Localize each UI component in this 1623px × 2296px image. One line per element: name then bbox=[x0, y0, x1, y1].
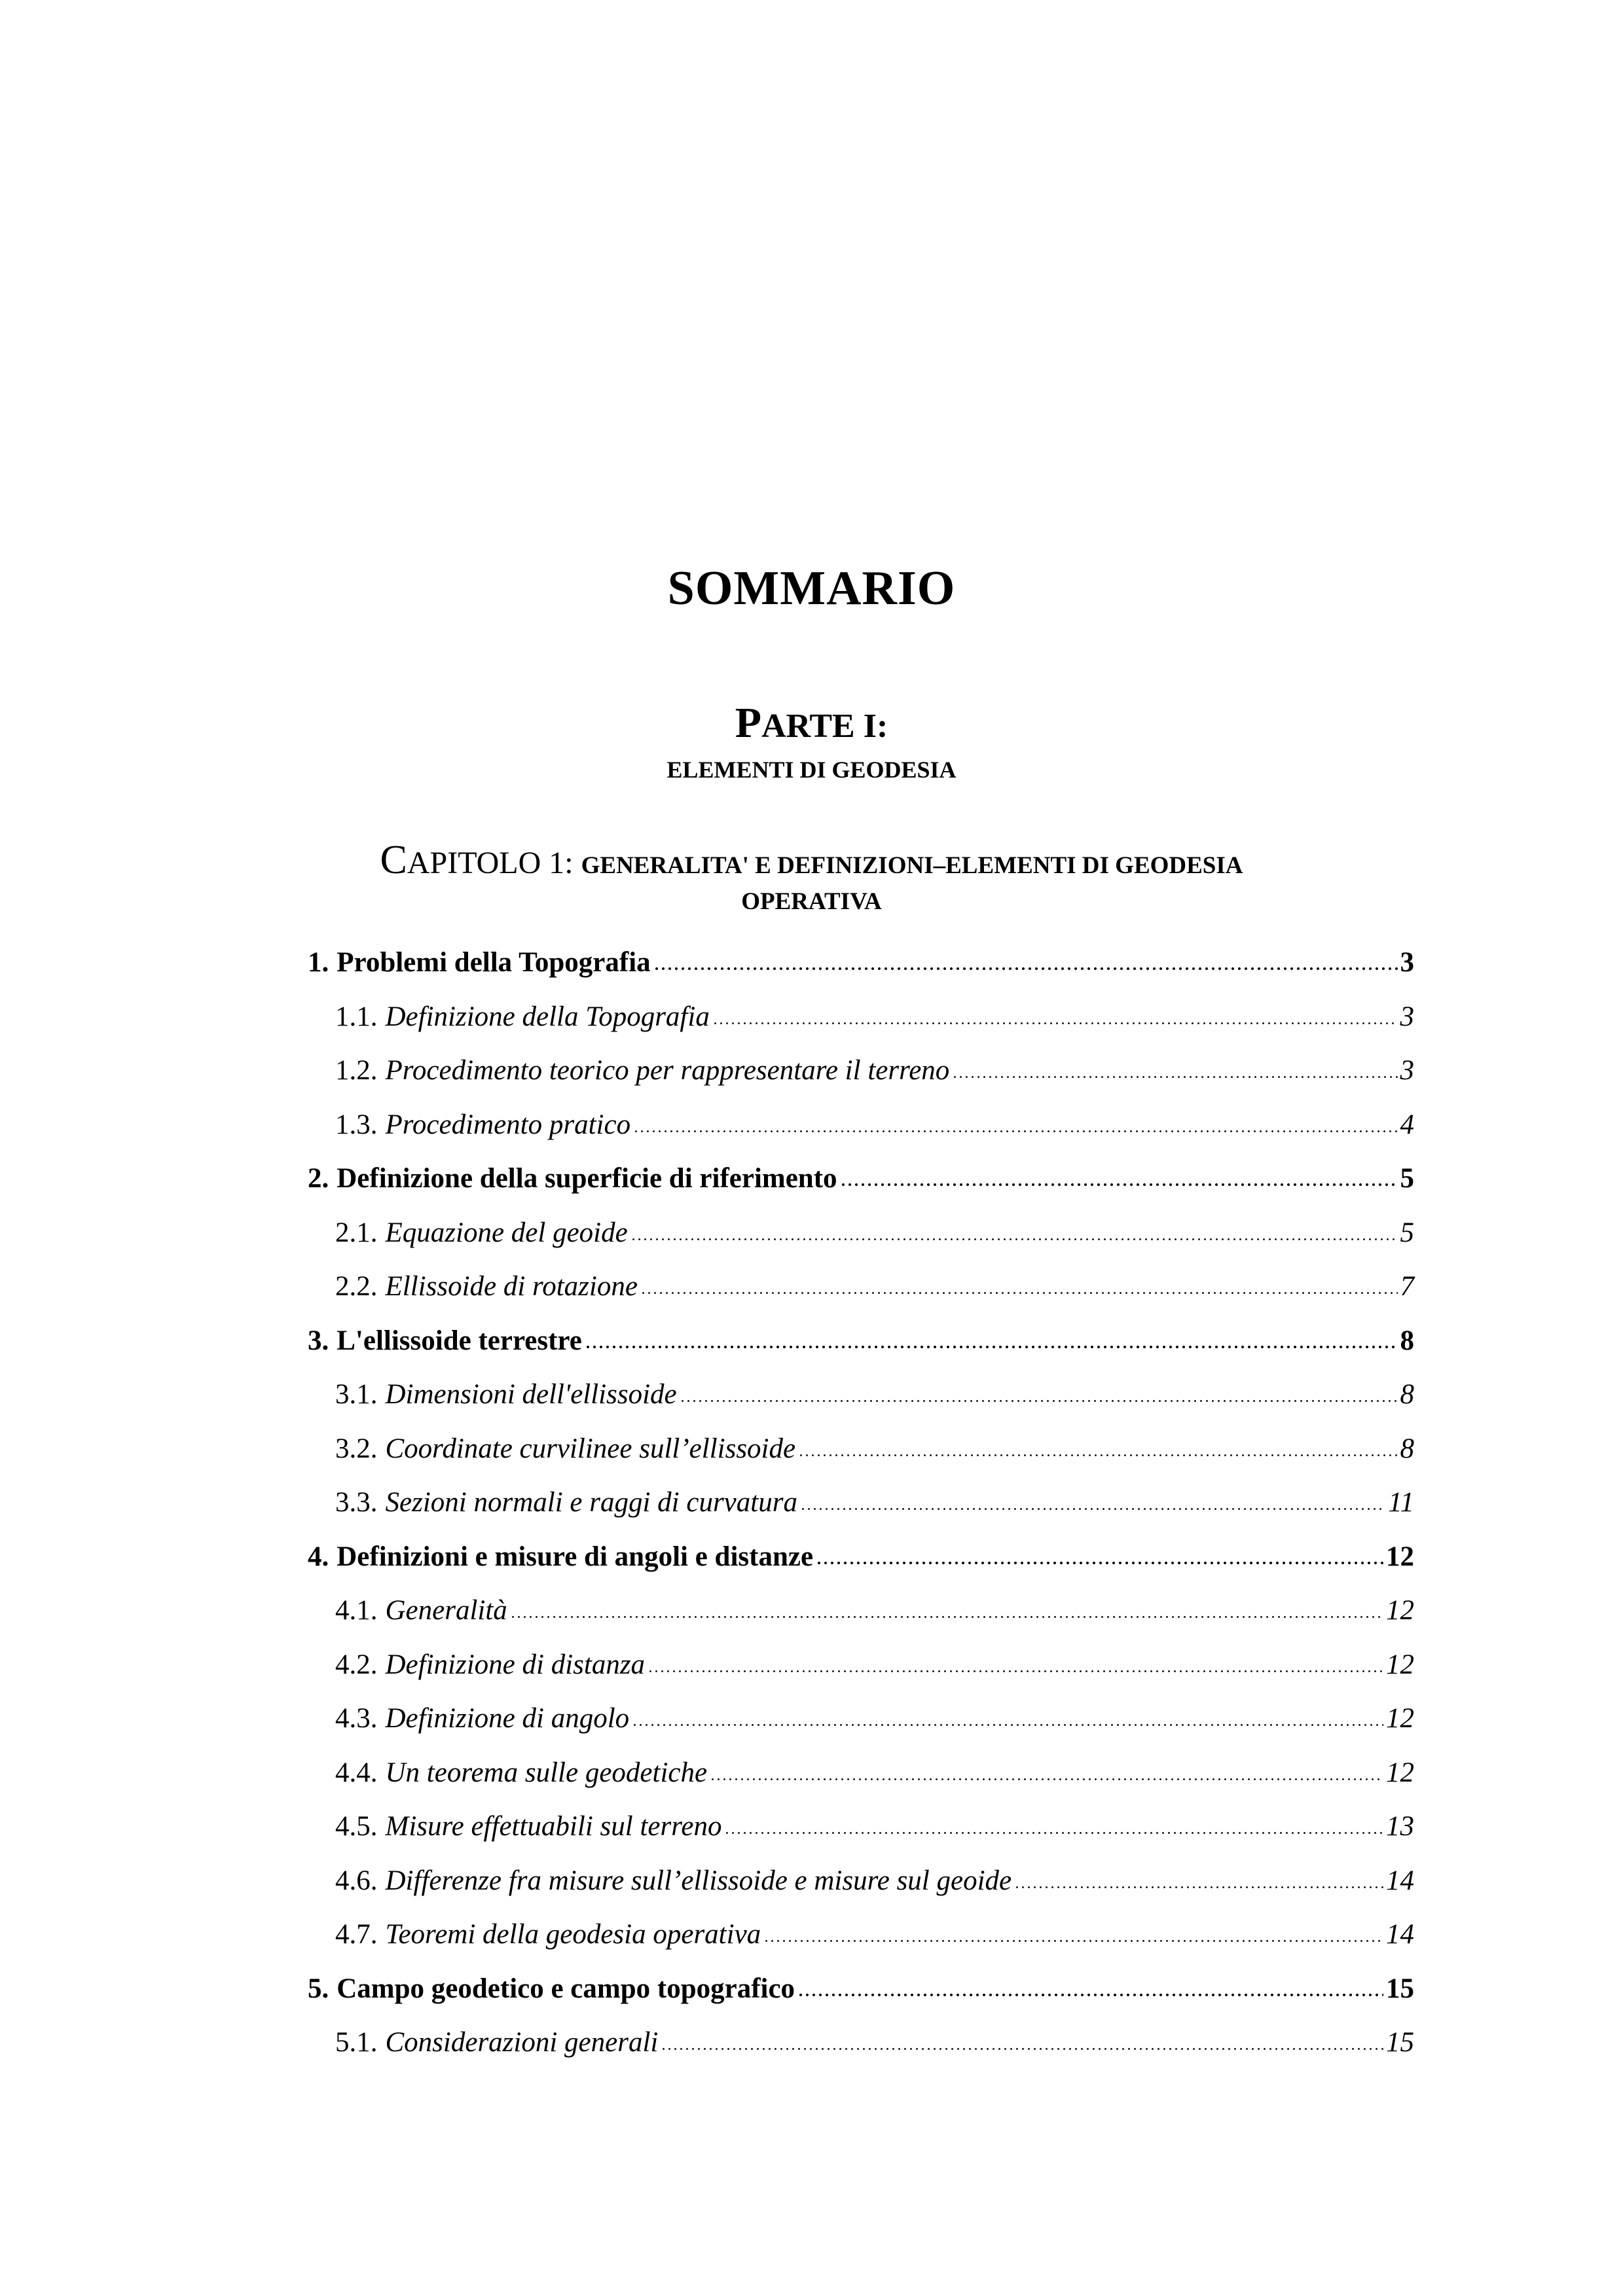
page-title: SOMMARIO bbox=[667, 562, 956, 615]
toc-entry-page: 3 bbox=[1400, 1055, 1414, 1086]
toc-entry-title: Campo geodetico e campo topografico bbox=[337, 1973, 795, 2004]
toc-entry-page: 8 bbox=[1400, 1325, 1414, 1356]
toc-entry-number: 2. bbox=[308, 1163, 329, 1194]
part-label-rest: ARTE I: bbox=[761, 708, 888, 745]
toc-dot-leader bbox=[680, 1375, 1398, 1403]
chapter-label-initial: C bbox=[380, 838, 407, 882]
toc-entry-title: Ellissoide di rotazione bbox=[385, 1271, 638, 1302]
toc-entry-page: 8 bbox=[1400, 1379, 1414, 1410]
toc-entry-page: 3 bbox=[1400, 1001, 1414, 1032]
toc-dot-leader bbox=[724, 1807, 1383, 1835]
toc-entry-number: 4.4. bbox=[335, 1757, 378, 1788]
toc-entry-number: 5.1. bbox=[335, 2027, 378, 2058]
toc-subsection-entry[interactable] bbox=[335, 1105, 1414, 1145]
toc-subsection-entry[interactable] bbox=[335, 997, 1414, 1037]
toc-dot-leader bbox=[640, 1267, 1398, 1295]
toc-dot-leader bbox=[763, 1915, 1383, 1943]
toc-entry-number: 3.3. bbox=[335, 1487, 378, 1518]
toc-dot-leader bbox=[632, 1699, 1383, 1727]
toc-entry-title: Definizione della superficie di riferimento bbox=[337, 1163, 837, 1194]
toc-entry-title: Dimensioni dell'ellissoide bbox=[385, 1379, 677, 1410]
toc-dot-leader bbox=[653, 943, 1398, 971]
toc-entry-page: 12 bbox=[1386, 1757, 1414, 1788]
toc-entry-page: 12 bbox=[1386, 1703, 1414, 1734]
toc-subsection-entry[interactable] bbox=[335, 1645, 1414, 1685]
toc-dot-leader bbox=[585, 1321, 1398, 1350]
toc-entry-title: Coordinate curvilinee sull’ellissoide bbox=[385, 1433, 796, 1464]
toc-entry-title: Differenze fra misure sull’ellissoide e misure sul geoide bbox=[385, 1865, 1012, 1896]
toc-section-entry[interactable] bbox=[308, 1969, 1414, 2009]
toc-entry-page: 7 bbox=[1400, 1271, 1414, 1302]
toc-entry-page: 15 bbox=[1386, 2027, 1414, 2058]
chapter-title-line2: OPERATIVA bbox=[741, 888, 882, 915]
toc-entry-title: L'ellissoide terrestre bbox=[337, 1325, 582, 1356]
toc-entry-page: 5 bbox=[1400, 1163, 1414, 1194]
toc-entry-page: 15 bbox=[1386, 1973, 1414, 2004]
toc-entry-number: 4.5. bbox=[335, 1811, 378, 1842]
toc-entry-title: Generalità bbox=[385, 1595, 507, 1626]
toc-entry-page: 4 bbox=[1400, 1109, 1414, 1140]
toc-entry-page: 12 bbox=[1386, 1649, 1414, 1680]
toc-entry-page: 3 bbox=[1400, 947, 1414, 978]
toc-entry-number: 4.3. bbox=[335, 1703, 378, 1734]
toc-section-entry[interactable] bbox=[308, 1321, 1414, 1361]
toc-entry-number: 4. bbox=[308, 1541, 329, 1572]
toc-entry-title: Procedimento pratico bbox=[385, 1109, 631, 1140]
toc-entry-page: 5 bbox=[1400, 1217, 1414, 1248]
toc-entry-page: 12 bbox=[1386, 1541, 1414, 1572]
toc-dot-leader bbox=[1014, 1861, 1383, 1890]
toc-entry-title: Definizione della Topografia bbox=[385, 1001, 710, 1032]
toc-entry-title: Un teorema sulle geodetiche bbox=[385, 1757, 708, 1788]
toc-entry-number: 4.6. bbox=[335, 1865, 378, 1896]
toc-subsection-entry[interactable] bbox=[335, 1267, 1414, 1306]
toc-section-entry[interactable] bbox=[308, 1537, 1414, 1577]
toc-dot-leader bbox=[798, 1429, 1397, 1458]
toc-dot-leader bbox=[797, 1969, 1383, 1998]
toc-dot-leader bbox=[510, 1591, 1383, 1619]
toc-entry-page: 8 bbox=[1400, 1433, 1414, 1464]
toc-entry-title: Misure effettuabili sul terreno bbox=[385, 1811, 722, 1842]
toc-entry-page: 13 bbox=[1386, 1811, 1414, 1842]
toc-dot-leader bbox=[661, 2023, 1383, 2051]
toc-entry-title: Procedimento teorico per rappresentare il terreno bbox=[385, 1055, 950, 1086]
toc-entry-number: 2.1. bbox=[335, 1217, 378, 1248]
toc-entry-number: 3.2. bbox=[335, 1433, 378, 1464]
toc-entry-number: 4.2. bbox=[335, 1649, 378, 1680]
toc-entry-number: 4.1. bbox=[335, 1595, 378, 1626]
toc-subsection-entry[interactable] bbox=[335, 1861, 1414, 1901]
toc-subsection-entry[interactable] bbox=[335, 1213, 1414, 1253]
toc-dot-leader bbox=[712, 997, 1398, 1026]
part-heading bbox=[0, 699, 1623, 747]
toc-entry-number: 5. bbox=[308, 1973, 329, 2004]
toc-entry-number: 3. bbox=[308, 1325, 329, 1356]
toc-entry-number: 2.2. bbox=[335, 1271, 378, 1302]
toc-entry-title: Definizione di distanza bbox=[385, 1649, 646, 1680]
toc-dot-leader bbox=[816, 1537, 1383, 1566]
toc-entry-title: Sezioni normali e raggi di curvatura bbox=[385, 1487, 797, 1518]
toc-dot-leader bbox=[840, 1159, 1398, 1187]
toc-entry-number: 4.7. bbox=[335, 1919, 378, 1950]
chapter-label-rest: APITOLO 1: bbox=[407, 846, 581, 880]
toc-entry-number: 1.2. bbox=[335, 1055, 378, 1086]
toc-subsection-entry[interactable] bbox=[335, 1429, 1414, 1469]
part-label-initial: P bbox=[735, 699, 762, 747]
toc-subsection-entry[interactable] bbox=[335, 1375, 1414, 1414]
toc-entry-title: Problemi della Topografia bbox=[337, 947, 651, 978]
toc-section-entry[interactable] bbox=[308, 943, 1414, 982]
toc-subsection-entry[interactable] bbox=[335, 1753, 1414, 1793]
toc-entry-page: 12 bbox=[1386, 1595, 1414, 1626]
chapter-heading bbox=[0, 840, 1623, 880]
toc-entry-number: 1.3. bbox=[335, 1109, 378, 1140]
toc-entry-page: 14 bbox=[1386, 1865, 1414, 1896]
toc-entry-title: Definizione di angolo bbox=[385, 1703, 630, 1734]
toc-subsection-entry[interactable] bbox=[335, 1807, 1414, 1846]
part-subtitle: ELEMENTI DI GEODESIA bbox=[666, 757, 957, 783]
toc-subsection-entry[interactable] bbox=[335, 1915, 1414, 1954]
toc-entry-title: Considerazioni generali bbox=[385, 2027, 659, 2058]
toc-section-entry[interactable] bbox=[308, 1159, 1414, 1198]
toc-entry-title: Equazione del geoide bbox=[385, 1217, 628, 1248]
toc-entry-number: 3.1. bbox=[335, 1379, 378, 1410]
toc-entry-title: Teoremi della geodesia operativa bbox=[385, 1919, 761, 1950]
toc-dot-leader bbox=[633, 1105, 1397, 1134]
chapter-title-line1: GENERALITA' E DEFINIZIONI–ELEMENTI DI GEODESIA bbox=[581, 852, 1243, 879]
toc-entry-number: 1. bbox=[308, 947, 329, 978]
toc-subsection-entry[interactable] bbox=[335, 1483, 1414, 1522]
toc-entry-page: 11 bbox=[1388, 1487, 1414, 1518]
toc-subsection-entry[interactable] bbox=[335, 1699, 1414, 1738]
toc-dot-leader bbox=[800, 1483, 1385, 1511]
toc-entry-number: 1.1. bbox=[335, 1001, 378, 1032]
toc-subsection-entry[interactable] bbox=[335, 1051, 1414, 1090]
toc-dot-leader bbox=[630, 1213, 1398, 1242]
toc-dot-leader bbox=[647, 1645, 1383, 1674]
toc-entry-title: Definizioni e misure di angoli e distanze bbox=[337, 1541, 814, 1572]
toc-entry-page: 14 bbox=[1386, 1919, 1414, 1950]
toc-subsection-entry[interactable] bbox=[335, 1591, 1414, 1630]
toc-dot-leader bbox=[710, 1753, 1383, 1782]
toc-subsection-entry[interactable] bbox=[335, 2023, 1414, 2062]
toc-dot-leader bbox=[952, 1051, 1397, 1079]
